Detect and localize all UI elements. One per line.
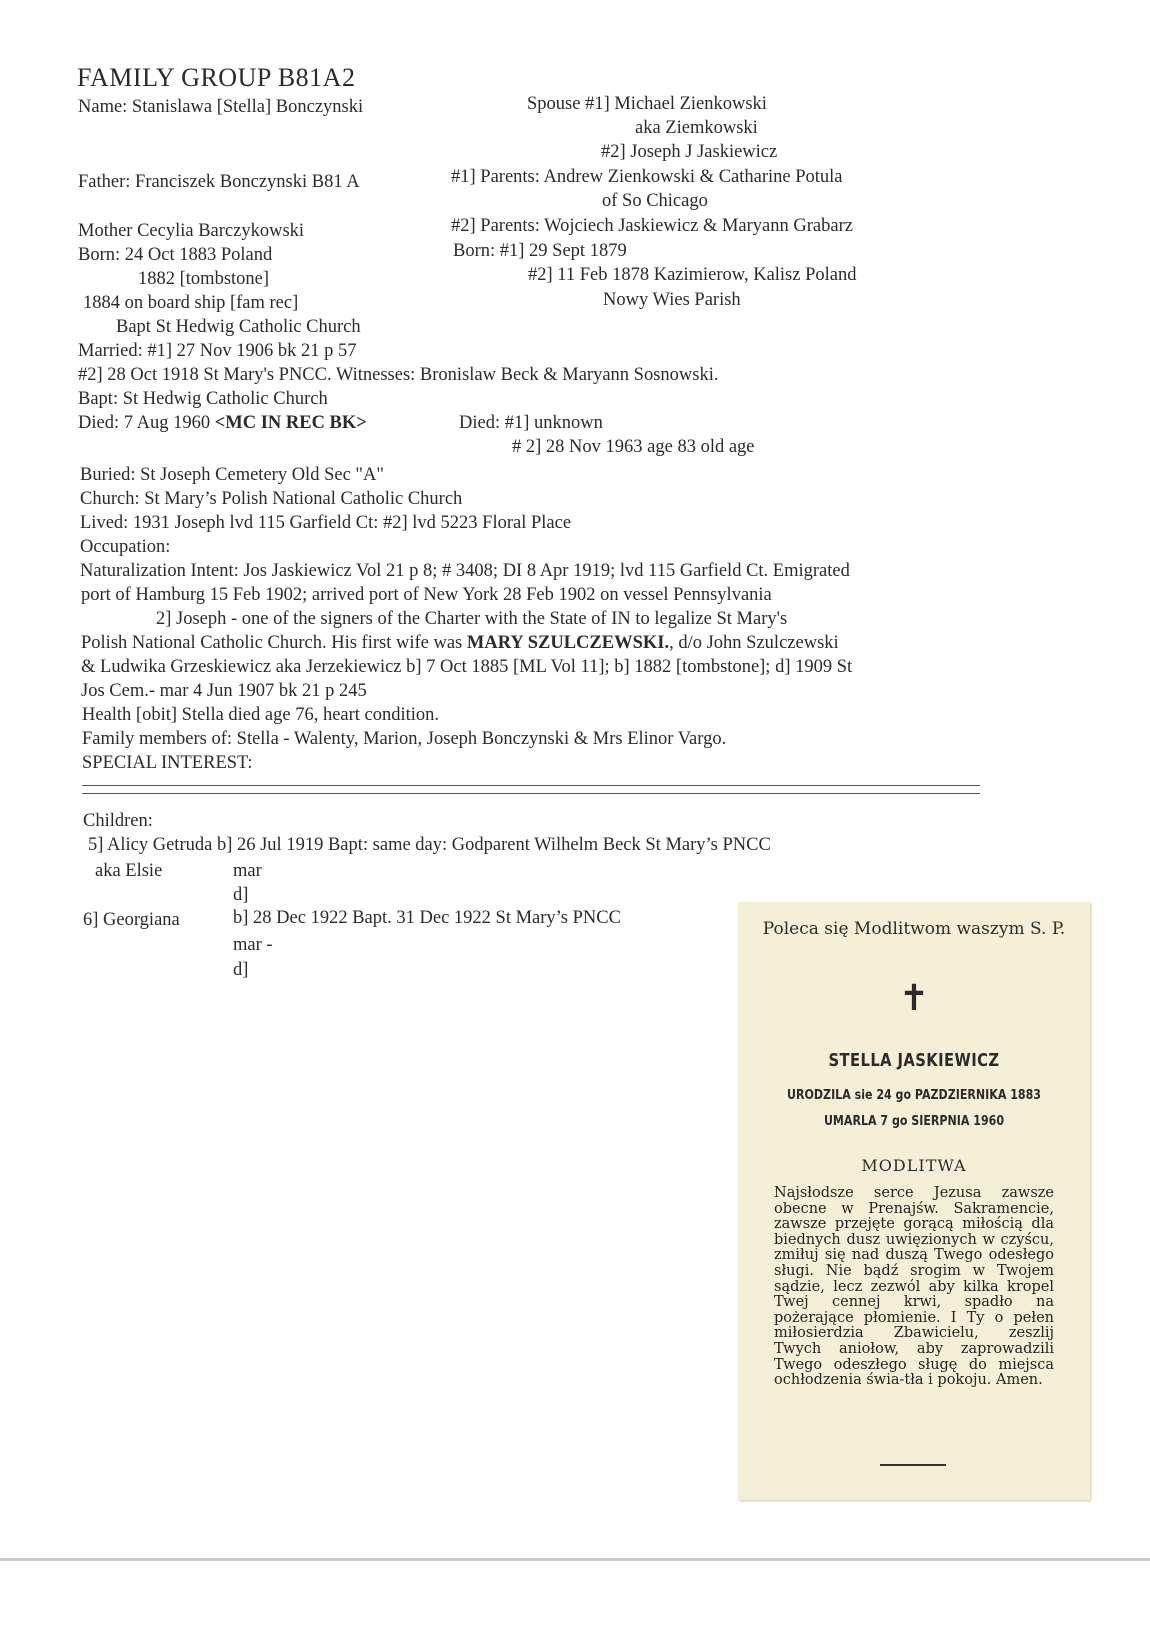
cross-icon: ✝ (898, 978, 930, 1019)
died-note: <MC IN REC BK> (214, 413, 367, 433)
card-deceased-name: STELLA JASKIEWICZ (828, 1050, 1000, 1071)
spouse-died-1-line: Died: #1] unknown (459, 413, 603, 433)
card-prayer-title: MODLITWA (861, 1156, 967, 1175)
lived-line: Lived: 1931 Joseph lvd 115 Garfield Ct: #2] lvd 5223 Floral Place (80, 513, 572, 533)
spouse-aka-line: aka Ziemkowski (635, 118, 758, 138)
died-line (78, 412, 367, 434)
church-line: Church: St Mary’s Polish National Catholic Church (80, 489, 463, 509)
card-divider (880, 1464, 946, 1466)
buried-line: Buried: St Joseph Cemetery Old Sec "A" (80, 465, 384, 485)
married-2-line: #2] 28 Oct 1918 St Mary's PNCC. Witnesses: Bronislaw Beck & Maryann Sosnowski. (78, 365, 719, 385)
child-6-name: 6] Georgiana (83, 910, 180, 930)
note-line-2-suffix: , d/o John Szulczewski (669, 633, 839, 653)
first-wife-name: MARY SZULCZEWSKI. (466, 633, 670, 653)
memorial-prayer-card (738, 902, 1090, 1500)
child-6-born: b] 28 Dec 1922 Bapt. 31 Dec 1922 St Mary’s PNCC (233, 908, 621, 928)
spouse-2-line: #2] Joseph J Jaskiewicz (601, 142, 778, 162)
spouse-1-parents-city: of So Chicago (602, 191, 708, 211)
family-members-line: Family members of: Stella - Walenty, Marion, Joseph Bonczynski & Mrs Elinor Vargo. (82, 729, 727, 749)
bapt-line: Bapt: St Hedwig Catholic Church (78, 389, 328, 409)
spouse-born-1-line: Born: #1] 29 Sept 1879 (453, 241, 627, 261)
father-line: Father: Franciszek Bonczynski B81 A (78, 172, 360, 192)
note-line-1: 2] Joseph - one of the signers of the Charter with the State of IN to legalize St Mary's (156, 609, 788, 629)
special-interest-line: SPECIAL INTEREST: (82, 753, 253, 773)
card-prayer-text: Najsłodsze serce Jezusa zawsze obecne w Prenajśw. Sakramencie, zawsze przejęte gorącą miłością dla biednych dusz uwięzionych w czyścu, zmiłuj się nad duszą Twego odesłego sługi. Nie bądź srogim w Twojem sądzie, lecz zezwól aby kilka kropel Twej cennej krwi, spadło na pożerające płomienie. I Ty o pełen miłosierdzia Zbawicielu, zeszlij Twych aniołow, aby zaprowadzili Twego odeszłego sługę do miejsca ochłodzenia świa-tła i pokoju. Amen. (774, 1185, 1054, 1389)
mother-line: Mother Cecylia Barczykowski (78, 221, 305, 241)
health-line: Health [obit] Stella died age 76, heart condition. (82, 705, 440, 725)
spouse-born-2-line: #2] 11 Feb 1878 Kazimierow, Kalisz Poland (528, 265, 857, 285)
spouse-1-line: Spouse #1] Michael Zienkowski (527, 94, 767, 114)
spouse-died-2-line: # 2] 28 Nov 1963 age 83 old age (512, 437, 755, 457)
children-label: Children: (83, 811, 153, 831)
died-date: Died: 7 Aug 1960 (78, 413, 215, 433)
child-6-died: d] (233, 960, 249, 980)
child-6-married: mar - (233, 935, 273, 955)
born-ship-line: 1884 on board ship [fam rec] (83, 293, 299, 313)
spouse-parish-line: Nowy Wies Parish (603, 290, 741, 310)
spouse-1-parents-line: #1] Parents: Andrew Zienkowski & Catharine Potula (451, 167, 843, 187)
note-line-2 (81, 632, 839, 654)
note-line-2-prefix: Polish National Catholic Church. His first wife was (81, 633, 467, 653)
naturalization-line-2: port of Hamburg 15 Feb 1902; arrived port of New York 28 Feb 1902 on vessel Pennsylvania (81, 585, 772, 605)
card-heading: Poleca się Modlitwom waszym S. P. (762, 919, 1066, 939)
page-title: FAMILY GROUP B81A2 (77, 63, 356, 92)
note-line-3: & Ludwika Grzeskiewicz aka Jerzekiewicz b] 7 Oct 1885 [ML Vol 11]; b] 1882 [tombstone]; d] 1909 St (81, 657, 853, 677)
born-tombstone-line: 1882 [tombstone] (138, 269, 270, 289)
child-5-died: d] (233, 885, 249, 905)
naturalization-line-1: Naturalization Intent: Jos Jaskiewicz Vol 21 p 8; # 3408; DI 8 Apr 1919; lvd 115 Garfield Ct. Emigrated (80, 561, 850, 581)
child-5-married: mar (233, 861, 262, 881)
occupation-line: Occupation: (80, 537, 171, 557)
note-line-4: Jos Cem.- mar 4 Jun 1907 bk 21 p 245 (81, 681, 367, 701)
name-line: Name: Stanislawa [Stella] Bonczynski (78, 97, 364, 117)
spouse-2-parents-line: #2] Parents: Wojciech Jaskiewicz & Maryann Grabarz (451, 216, 853, 236)
card-died-line: UMARLA 7 go SIERPNIA 1960 (823, 1114, 1005, 1129)
child-5-aka: aka Elsie (95, 861, 163, 881)
born-line: Born: 24 Oct 1883 Poland (78, 245, 273, 265)
card-born-line: URODZILA sie 24 go PAZDZIERNIKA 1883 (787, 1088, 1041, 1103)
married-1-line: Married: #1] 27 Nov 1906 bk 21 p 57 (78, 341, 357, 361)
child-5-line: 5] Alicy Getruda b] 26 Jul 1919 Bapt: same day: Godparent Wilhelm Beck St Mary’s PNCC (88, 835, 771, 855)
double-rule-divider (82, 785, 980, 794)
scan-edge-line (0, 1558, 1150, 1561)
bapt-hedwig-line: Bapt St Hedwig Catholic Church (116, 317, 361, 337)
